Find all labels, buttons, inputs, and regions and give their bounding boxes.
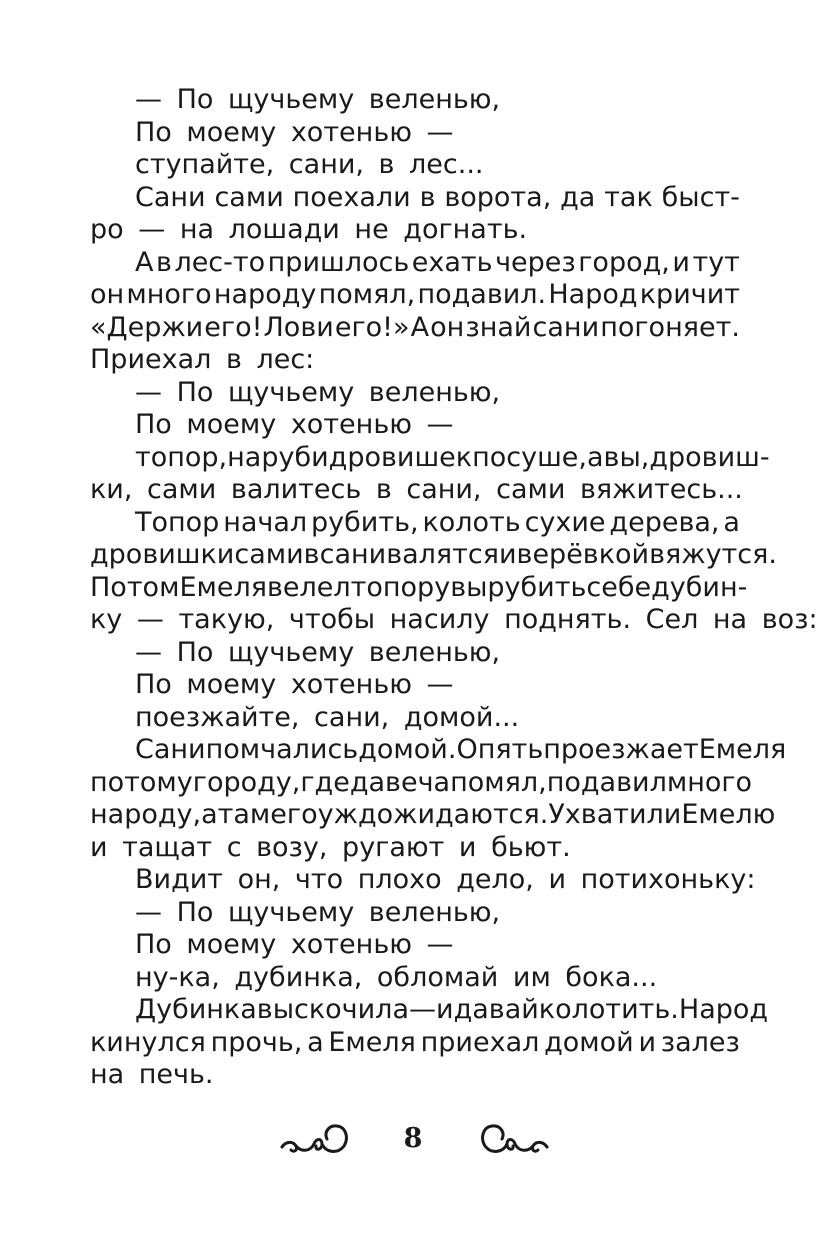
- word: он: [90, 279, 125, 310]
- word: дерева,: [609, 506, 720, 538]
- word: ворота,: [444, 181, 552, 213]
- word: домой: [544, 1026, 634, 1058]
- word: а: [723, 506, 740, 538]
- word: так: [604, 181, 653, 213]
- word: подавил: [546, 766, 667, 798]
- word: в: [156, 246, 172, 278]
- word: Сани: [135, 181, 206, 213]
- text-line: [90, 571, 748, 605]
- word: топору: [350, 571, 451, 603]
- word: подавил.: [417, 279, 547, 310]
- word: тому: [124, 766, 193, 798]
- word: он: [430, 311, 465, 343]
- word: дожидаются.: [357, 799, 549, 830]
- line-text: — По щучьему веленью,: [135, 84, 501, 115]
- word: дубин-: [651, 571, 748, 603]
- word: Дубинка: [135, 994, 257, 1025]
- word: поехали: [292, 181, 411, 213]
- word: дровишек: [328, 441, 473, 473]
- word: много: [666, 766, 753, 798]
- line-text: Видит он, что плохо дело, и потихоньку:: [135, 864, 756, 895]
- word: сами: [214, 181, 284, 213]
- text-line: [90, 1059, 740, 1092]
- text-line: [90, 344, 740, 377]
- text-line: [90, 864, 756, 897]
- word: его!: [204, 311, 263, 343]
- word: город,: [578, 246, 670, 278]
- word: знай: [465, 311, 532, 343]
- text-line: [90, 84, 740, 117]
- word: колотить.: [538, 994, 679, 1025]
- word: Опять: [456, 734, 544, 765]
- word: дровишки: [90, 539, 235, 570]
- word: вяжутся.: [649, 539, 777, 570]
- text-line: [90, 214, 740, 247]
- word: Емеля: [698, 734, 787, 765]
- word: Сани: [135, 734, 206, 765]
- word: народу,: [90, 799, 202, 830]
- word: тут: [692, 246, 740, 278]
- word: Емеля: [328, 1026, 416, 1058]
- word: его: [270, 799, 318, 830]
- word: приехал: [420, 1026, 540, 1058]
- page-footer: [0, 1118, 827, 1168]
- word: Емеля: [179, 571, 267, 603]
- word: пришлось: [267, 246, 410, 278]
- word: много: [126, 279, 212, 310]
- line-text: ку — такую, чтобы насилу поднять. Сел на воз:: [90, 604, 818, 635]
- text-line: [90, 637, 740, 670]
- word: вы,: [603, 441, 650, 473]
- story-text-block: [90, 84, 818, 1092]
- word: кричит: [639, 279, 740, 310]
- word: сани: [532, 311, 600, 343]
- text-line: [90, 734, 787, 767]
- line-text: По моему хотенью —: [135, 929, 454, 960]
- word: и: [672, 246, 690, 278]
- word: уж: [317, 799, 358, 830]
- text-line: [90, 182, 740, 215]
- word: залез: [660, 1026, 740, 1058]
- word: А: [135, 246, 154, 278]
- word: —: [409, 994, 436, 1025]
- word: сани: [319, 539, 387, 570]
- line-text: на печь.: [90, 1059, 214, 1090]
- text-line: [90, 766, 753, 800]
- text-line: [90, 117, 740, 150]
- word: А: [410, 311, 430, 343]
- word: наруби: [227, 441, 329, 473]
- word: колоть: [422, 506, 521, 538]
- word: помчались: [205, 734, 359, 765]
- word: давай: [453, 994, 539, 1025]
- word: народу: [213, 279, 317, 310]
- line-text: поезжайте, сани, домой...: [135, 701, 520, 733]
- word: ехать: [411, 246, 493, 278]
- word: в: [419, 181, 436, 213]
- word: посуше,: [472, 441, 587, 473]
- text-line: [90, 1027, 740, 1060]
- word: топор,: [135, 441, 228, 473]
- word: Ухватили: [548, 799, 682, 830]
- word: верёвкой: [516, 539, 650, 570]
- word: «Держи: [90, 311, 204, 343]
- word: велел: [266, 571, 351, 603]
- word: Народ: [548, 279, 638, 310]
- word: там: [217, 799, 271, 830]
- text-line: [90, 994, 769, 1027]
- text-line: [90, 702, 740, 735]
- word: сухие: [524, 506, 606, 538]
- line-text: По моему хотенью —: [135, 669, 454, 700]
- word: домой.: [358, 734, 457, 765]
- word: проезжает: [543, 734, 699, 765]
- word: прочь,: [210, 1026, 303, 1058]
- text-line: [90, 409, 740, 442]
- line-text: ну-ка, дубинка, обломай им бока...: [135, 961, 658, 993]
- word: рубить,: [311, 506, 419, 538]
- line-text: По моему хотенью —: [135, 409, 454, 440]
- word: помял,: [450, 766, 547, 798]
- page-number: 8: [403, 1123, 423, 1154]
- text-line: [90, 929, 740, 962]
- line-text: Приехал в лес:: [90, 344, 315, 375]
- text-line: [90, 377, 740, 410]
- word: выскочила: [256, 994, 409, 1025]
- text-line: [90, 832, 740, 865]
- word: дровиш-: [649, 441, 770, 473]
- text-line: [90, 247, 740, 280]
- text-line: [90, 279, 740, 312]
- text-line: [90, 669, 740, 702]
- line-text: ро — на лошади не догнать.: [90, 214, 528, 245]
- swirl-ornament-right-icon: [476, 1120, 551, 1165]
- text-line: [90, 149, 740, 182]
- text-line: [90, 441, 770, 475]
- text-line: [90, 604, 818, 637]
- line-text: ки, сами валитесь в сани, сами вяжитесь...: [90, 474, 743, 505]
- line-text: — По щучьему веленью,: [135, 896, 501, 928]
- word: Емелю: [681, 799, 776, 830]
- word: и: [436, 994, 454, 1025]
- line-text: ступайте, сани, в лес...: [135, 149, 484, 180]
- word: а: [586, 441, 604, 473]
- word: валятся: [386, 539, 499, 570]
- line-text: — По щучьему веленью,: [135, 636, 501, 668]
- word: быст-: [661, 181, 740, 213]
- word: где: [300, 766, 350, 798]
- word: а: [201, 799, 218, 830]
- word: через: [495, 246, 576, 278]
- word: по: [90, 766, 125, 798]
- word: вырубить: [450, 571, 587, 603]
- word: и: [498, 539, 517, 570]
- word: и: [638, 1026, 657, 1058]
- word: городу,: [192, 766, 301, 798]
- word: давеча: [349, 766, 451, 798]
- word: Топор: [135, 506, 220, 538]
- word: кинулся: [90, 1026, 206, 1058]
- word: да: [560, 181, 596, 213]
- word: начал: [223, 506, 308, 538]
- word: Народ: [678, 994, 769, 1025]
- text-line: [90, 312, 740, 345]
- word: лес-то: [174, 246, 266, 278]
- word: себе: [586, 571, 652, 603]
- word: Потом: [90, 571, 180, 603]
- line-text: По моему хотенью —: [135, 116, 454, 148]
- word: сами: [234, 539, 304, 570]
- line-text: — По щучьему веленью,: [135, 376, 501, 408]
- text-line: [90, 799, 776, 832]
- text-line: [90, 474, 743, 507]
- swirl-ornament-left-icon: [278, 1120, 353, 1165]
- word: его!»: [334, 311, 410, 343]
- word: в: [303, 539, 320, 570]
- word: Лови: [263, 311, 334, 343]
- word: а: [307, 1026, 324, 1058]
- word: погоняет.: [600, 311, 740, 343]
- text-line: [90, 539, 777, 572]
- text-line: [90, 507, 740, 540]
- text-line: [90, 962, 740, 995]
- word: помял,: [318, 279, 416, 310]
- line-text: и тащат с возу, ругают и бьют.: [90, 831, 571, 863]
- text-line: [90, 897, 740, 930]
